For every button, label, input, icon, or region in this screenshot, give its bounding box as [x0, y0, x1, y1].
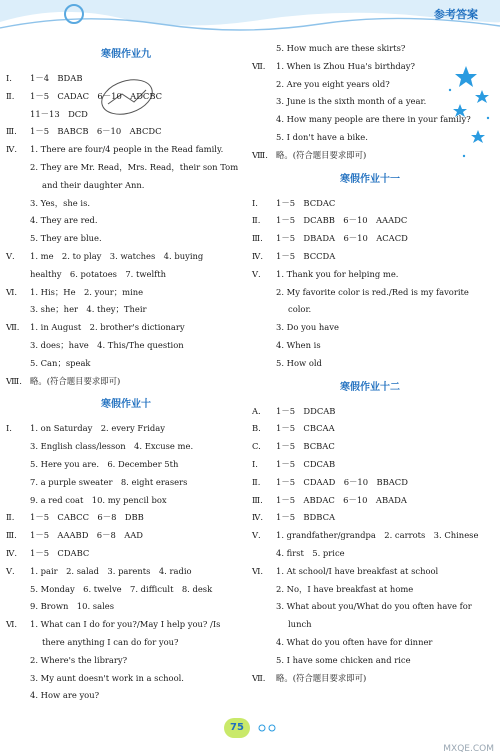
- answer-line: [6, 527, 246, 545]
- answer-line: [252, 634, 488, 652]
- answer-line: [6, 420, 246, 438]
- answer-line: [6, 581, 246, 599]
- question-number: Ⅲ.: [6, 126, 17, 137]
- answer-line: [6, 687, 246, 705]
- answer-line: [6, 123, 246, 141]
- answer-text: 5. Here you are. 6. December 5th: [30, 458, 179, 469]
- answer-text: 1. me 2. to play 3. watches 4. buying: [30, 250, 204, 261]
- answer-text: 1. pair 2. salad 3. parents 4. radio: [30, 565, 192, 576]
- answer-text: 3. English class/lesson 4. Excuse me.: [30, 441, 194, 452]
- answer-text: 1－5 CADAC 6－10 ADCBC: [30, 90, 163, 101]
- answer-line: [6, 616, 246, 634]
- question-number: Ⅷ.: [6, 375, 22, 386]
- answer-line: [6, 266, 246, 284]
- question-number: Ⅰ.: [6, 423, 12, 434]
- answer-text: 5. I have some chicken and rice: [276, 654, 411, 665]
- answer-line: [6, 284, 246, 302]
- answer-text: 1. Thank you for helping me.: [276, 268, 399, 279]
- answer-text: 1－5 DDCAB: [276, 405, 336, 416]
- answer-line: [252, 456, 488, 474]
- answer-line: [252, 438, 488, 456]
- answer-text: 1－5 DBADA 6－10 ACACD: [276, 233, 408, 244]
- answer-line: [252, 230, 488, 248]
- answer-line: [252, 337, 488, 355]
- question-number: Ⅵ.: [252, 565, 264, 576]
- question-number: Ⅴ.: [6, 250, 15, 261]
- answer-line: [252, 509, 488, 527]
- left-column: [6, 40, 246, 705]
- answer-line: [6, 70, 246, 88]
- header-wave-decoration: [0, 0, 500, 36]
- answer-line: [252, 474, 488, 492]
- page-number: 75: [224, 718, 250, 738]
- answer-line: [6, 545, 246, 563]
- question-number: Ⅴ.: [252, 268, 261, 279]
- answer-line: [252, 284, 488, 302]
- answer-text: 1－5 CBCAA: [276, 423, 335, 434]
- question-number: Ⅱ.: [6, 512, 15, 523]
- answer-line: [6, 301, 246, 319]
- answer-line: [6, 195, 246, 213]
- answer-text: 7. a purple sweater 8. eight erasers: [30, 476, 188, 487]
- answer-text: 2. Are you eight years old?: [276, 78, 390, 89]
- section-title: 寒假作业十二: [340, 381, 400, 393]
- answer-text: 2. My favorite color is red./Red is my favorite: [276, 286, 469, 297]
- answer-text: 略。(符合题目要求即可): [276, 149, 367, 160]
- question-number: Ⅳ.: [252, 512, 264, 523]
- answer-text: 1. His；He 2. your；mine: [30, 286, 144, 297]
- answer-line: [6, 474, 246, 492]
- answer-text: 4. How are you?: [30, 690, 100, 701]
- question-number: Ⅲ.: [6, 530, 17, 541]
- answer-line: [252, 670, 488, 688]
- answer-text: 5. How old: [276, 357, 322, 368]
- answer-line: [252, 492, 488, 510]
- answer-line: [6, 438, 246, 456]
- answer-line: [252, 420, 488, 438]
- answer-text: 略。(符合题目要求即可): [276, 672, 367, 683]
- answer-line: [6, 634, 246, 652]
- answer-text: 1－5 BCCDA: [276, 250, 336, 261]
- answer-text: 1－5 BCBAC: [276, 441, 335, 452]
- watermark: [400, 714, 496, 754]
- answer-line: [252, 301, 488, 319]
- answer-line: [6, 563, 246, 581]
- page-number-badge: [214, 714, 286, 744]
- question-number: Ⅰ.: [252, 458, 258, 469]
- answer-text: 1. What can I do for you?/May I help you? /Is: [30, 619, 221, 630]
- answer-line: [252, 195, 488, 213]
- header-label: 参考答案: [434, 8, 478, 21]
- answer-text: 3. My aunt doesn't work in a school.: [30, 672, 184, 683]
- question-number: Ⅵ.: [6, 619, 18, 630]
- answer-text: 1－5 CDCAB: [276, 458, 336, 469]
- question-number: A.: [252, 405, 261, 416]
- answer-text: 1－4 BDAB: [30, 73, 83, 83]
- answer-line: [6, 337, 246, 355]
- answer-line: [252, 355, 488, 373]
- answer-line: [6, 598, 246, 616]
- answer-text: 1－5 CABCC 6－8 DBB: [30, 512, 144, 523]
- answer-text: 2. No，I have breakfast at home: [276, 583, 414, 594]
- answer-line: [6, 248, 246, 266]
- answer-line: [6, 159, 246, 177]
- answer-line: [252, 403, 488, 421]
- answer-text: 5. I don't have a bike.: [276, 131, 368, 142]
- answer-line: [252, 527, 488, 545]
- answer-line: [6, 141, 246, 159]
- answer-line: [6, 652, 246, 670]
- section-title: 寒假作业十: [101, 399, 151, 411]
- answer-line: [6, 88, 246, 106]
- answer-text: 略。(符合题目要求即可): [30, 375, 121, 386]
- question-number: Ⅰ.: [252, 197, 258, 208]
- answer-text: 11－13 DCD: [30, 108, 88, 119]
- answer-text: 9. a red coat 10. my pencil box: [30, 494, 167, 505]
- answer-text: 1－5 BCDAC: [276, 197, 336, 208]
- answer-text: 1. on Saturday 2. every Friday: [30, 423, 165, 434]
- answer-text: 5. How much are these skirts?: [276, 43, 406, 53]
- answer-text: lunch: [288, 619, 312, 630]
- answer-text: 5. Monday 6. twelve 7. difficult 8. desk: [30, 583, 213, 594]
- answer-text: 3. does；have 4. This/The question: [30, 339, 184, 350]
- question-number: Ⅱ.: [6, 90, 15, 101]
- question-number: Ⅲ.: [252, 494, 263, 505]
- answer-text: 1－5 CDAAD 6－10 BBACD: [276, 476, 408, 487]
- answer-line: [6, 670, 246, 688]
- answer-text: 1. There are four/4 people in the Read family.: [30, 144, 224, 155]
- answer-text: 1. When is Zhou Hua's birthday?: [276, 60, 415, 71]
- watermark-text: MXQE.COM: [443, 744, 494, 754]
- answer-line: [6, 509, 246, 527]
- question-number: Ⅶ.: [252, 60, 266, 71]
- question-number: Ⅱ.: [252, 476, 261, 487]
- question-number: Ⅱ.: [252, 215, 261, 226]
- question-number: Ⅲ.: [252, 233, 263, 244]
- answer-text: and their daughter Ann.: [42, 179, 145, 190]
- answer-text: 1－5 CDABC: [30, 547, 90, 558]
- answer-text: 1. At school/I have breakfast at school: [276, 565, 439, 576]
- section-title: 寒假作业九: [101, 49, 151, 60]
- question-number: Ⅰ.: [6, 73, 12, 83]
- answer-line: [6, 212, 246, 230]
- page-number-decoration: [214, 714, 286, 744]
- answer-text: 4. When is: [276, 339, 321, 350]
- answer-line: [6, 355, 246, 373]
- answer-text: 5. Can；speak: [30, 357, 91, 368]
- answer-text: healthy 6. potatoes 7. twelfth: [30, 268, 167, 279]
- header-band: [0, 0, 500, 36]
- answer-line: [252, 212, 488, 230]
- answer-line: [6, 456, 246, 474]
- question-number: Ⅶ.: [6, 322, 20, 333]
- answer-text: 3. June is the sixth month of a year.: [276, 96, 427, 107]
- answer-text: 4. They are red.: [30, 215, 98, 226]
- answer-text: 3. she；her 4. they；Their: [30, 304, 147, 315]
- answer-text: 4. first 5. price: [276, 547, 345, 558]
- question-number: Ⅴ.: [252, 530, 261, 541]
- answer-text: 4. What do you often have for dinner: [276, 636, 433, 647]
- answer-text: 1－5 DCABB 6－10 AAADC: [276, 215, 408, 226]
- answer-text: 2. They are Mr. Read，Mrs. Read，their son Tom: [30, 161, 239, 172]
- answer-line: [252, 40, 488, 58]
- answer-text: 2. Where's the library?: [30, 654, 128, 665]
- answer-text: 4. How many people are there in your family?: [276, 114, 471, 125]
- question-number: Ⅳ.: [6, 144, 18, 155]
- answer-text: 3. What about you/What do you often have for: [276, 601, 472, 612]
- answer-line: [252, 266, 488, 284]
- answer-text: 1. grandfather/grandpa 2. carrots 3. Chinese: [276, 530, 479, 541]
- question-number: Ⅳ.: [6, 547, 18, 558]
- answer-text: 1－5 BDBCA: [276, 512, 336, 523]
- answer-text: there anything I can do for you?: [42, 636, 179, 647]
- question-number: Ⅷ.: [252, 149, 268, 160]
- question-number: Ⅶ.: [252, 672, 266, 683]
- answer-line: [252, 545, 488, 563]
- section-title: 寒假作业十一: [340, 173, 400, 185]
- answer-line: [6, 492, 246, 510]
- answer-text: 1－5 AAABD 6－8 AAD: [30, 530, 144, 541]
- answer-text: 3. Do you have: [276, 322, 339, 333]
- question-number: Ⅵ.: [6, 286, 18, 297]
- answer-text: 3. Yes，she is.: [30, 197, 91, 208]
- answer-text: 9. Brown 10. sales: [30, 601, 114, 612]
- answer-text: color.: [288, 304, 312, 315]
- question-number: Ⅳ.: [252, 250, 264, 261]
- question-number: B.: [252, 423, 261, 434]
- answer-line: [6, 373, 246, 391]
- answer-line: [252, 319, 488, 337]
- answer-line: [6, 106, 246, 124]
- answer-line: [252, 248, 488, 266]
- answer-text: 1－5 ABDAC 6－10 ABADA: [276, 494, 407, 505]
- question-number: C.: [252, 441, 261, 452]
- answer-text: 5. They are blue.: [30, 233, 102, 244]
- star-decoration: [442, 60, 494, 180]
- answer-line: [252, 598, 488, 616]
- answer-line: [252, 616, 488, 634]
- question-number: Ⅴ.: [6, 565, 15, 576]
- answer-line: [252, 652, 488, 670]
- answer-line: [252, 581, 488, 599]
- answer-text: 1－5 BABCB 6－10 ABCDC: [30, 126, 162, 137]
- answer-text: 1. in August 2. brother's dictionary: [30, 322, 185, 333]
- answer-line: [6, 230, 246, 248]
- answer-line: [6, 177, 246, 195]
- answer-line: [6, 319, 246, 337]
- answer-line: [252, 563, 488, 581]
